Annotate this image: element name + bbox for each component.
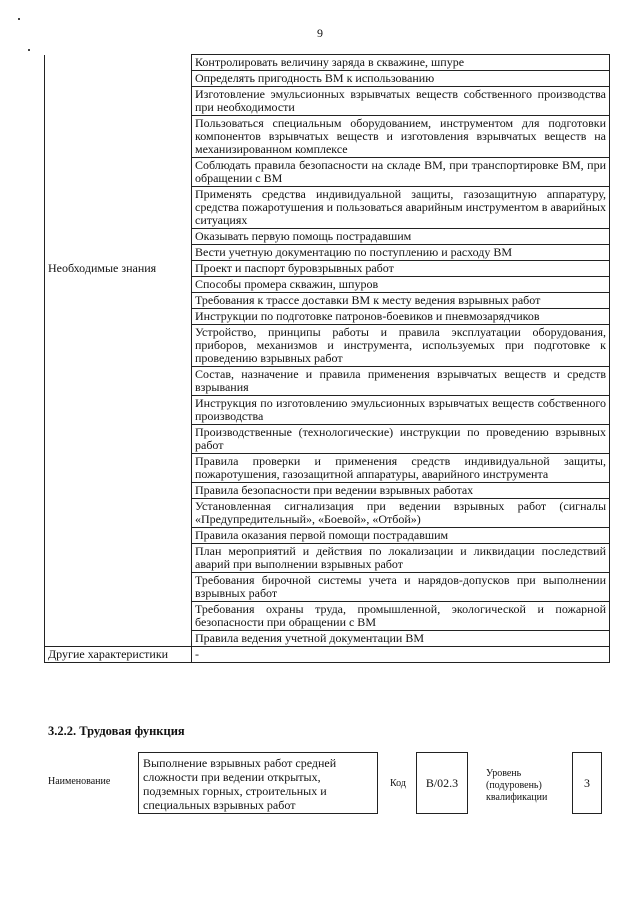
row-item: Способы промера скважин, шпуров xyxy=(192,277,610,293)
table-row xyxy=(45,573,610,602)
name-value: Выполнение взрывных работ средней сложности при ведении открытых, подземных горных, строительных и специальных взрывных работ xyxy=(138,752,378,814)
row-category xyxy=(45,277,192,293)
table-row xyxy=(45,325,610,367)
scan-speck xyxy=(18,18,20,20)
row-category xyxy=(45,631,192,647)
row-category xyxy=(45,55,192,71)
name-label: Наименование xyxy=(48,776,111,787)
table-row xyxy=(45,367,610,396)
row-category xyxy=(45,309,192,325)
row-item: Устройство, принципы работы и правила эксплуатации оборудования, приборов, механизмов и инструмента, используемых при подготовке к проведению взрывных работ xyxy=(192,325,610,367)
table-row xyxy=(45,116,610,158)
row-item: Требования к трассе доставки ВМ к месту ведения взрывных работ xyxy=(192,293,610,309)
table-row xyxy=(45,647,610,663)
page-number: 9 xyxy=(317,26,323,40)
row-category xyxy=(45,158,192,187)
table-row xyxy=(45,483,610,499)
row-category: Другие характеристики xyxy=(45,647,192,663)
table-row xyxy=(45,631,610,647)
row-item: Инструкция по изготовлению эмульсионных взрывчатых веществ собственного производства xyxy=(192,396,610,425)
table-row xyxy=(45,87,610,116)
table-row xyxy=(45,528,610,544)
row-category xyxy=(45,325,192,367)
row-item: Установленная сигнализация при ведении взрывных работ (сигналы «Предупредительный», «Боевой», «Отбой») xyxy=(192,499,610,528)
table-row xyxy=(45,602,610,631)
row-category xyxy=(45,483,192,499)
table-row xyxy=(45,499,610,528)
row-item: Оказывать первую помощь пострадавшим xyxy=(192,229,610,245)
code-label: Код xyxy=(390,778,406,789)
row-item: Определять пригодность ВМ к использованию xyxy=(192,71,610,87)
row-item: Требования охраны труда, промышленной, экологической и пожарной безопасности при обращении с ВМ xyxy=(192,602,610,631)
row-item: Требования бирочной системы учета и нарядов-допусков при выполнении взрывных работ xyxy=(192,573,610,602)
table-row xyxy=(45,245,610,261)
row-category xyxy=(45,499,192,528)
row-category xyxy=(45,187,192,229)
table-row xyxy=(45,261,610,277)
table-row xyxy=(45,293,610,309)
row-item: Состав, назначение и правила применения взрывчатых веществ и средств взрывания xyxy=(192,367,610,396)
scan-speck xyxy=(28,49,30,51)
row-category xyxy=(45,454,192,483)
row-category xyxy=(45,116,192,158)
row-item: Правила оказания первой помощи пострадавшим xyxy=(192,528,610,544)
table-row xyxy=(45,309,610,325)
row-category xyxy=(45,367,192,396)
table-row xyxy=(45,229,610,245)
level-value: 3 xyxy=(572,752,602,814)
row-item: Правила проверки и применения средств индивидуальной защиты, пожаротушения, газозащитной аппаратуры, аварийного инструмента xyxy=(192,454,610,483)
level-label: Уровень (подуровень) квалификации xyxy=(486,768,548,803)
row-item: Инструкции по подготовке патронов-боевиков и пневмозарядчиков xyxy=(192,309,610,325)
row-item: План мероприятий и действия по локализации и ликвидации последствий аварий при выполнении взрывных работ xyxy=(192,544,610,573)
table-row xyxy=(45,158,610,187)
table-row xyxy=(45,71,610,87)
table-row xyxy=(45,425,610,454)
row-item: Правила ведения учетной документации ВМ xyxy=(192,631,610,647)
table-row xyxy=(45,454,610,483)
row-item: Пользоваться специальным оборудованием, инструментом для подготовки компонентов взрывчатых веществ и изготовления взрывчатых веществ на механизированном комплексе xyxy=(192,116,610,158)
row-item: Правила безопасности при ведении взрывных работах xyxy=(192,483,610,499)
row-category xyxy=(45,87,192,116)
row-item: - xyxy=(192,647,610,663)
row-category xyxy=(45,573,192,602)
row-item: Соблюдать правила безопасности на складе ВМ, при транспортировке ВМ, при обращении с ВМ xyxy=(192,158,610,187)
row-category xyxy=(45,528,192,544)
row-category xyxy=(45,293,192,309)
row-item: Проект и паспорт буровзрывных работ xyxy=(192,261,610,277)
row-category: Необходимые знания xyxy=(45,261,192,277)
row-item: Применять средства индивидуальной защиты, газозащитную аппаратуру, средства пожаротушения и пользоваться аварийным инструментом в аварийных ситуациях xyxy=(192,187,610,229)
table-row xyxy=(45,544,610,573)
row-item: Контролировать величину заряда в скважине, шпуре xyxy=(192,55,610,71)
section-title: 3.2.2. Трудовая функция xyxy=(48,724,185,738)
row-category xyxy=(45,229,192,245)
row-category xyxy=(45,425,192,454)
row-category xyxy=(45,71,192,87)
row-item: Изготовление эмульсионных взрывчатых веществ собственного производства при необходимости xyxy=(192,87,610,116)
row-item: Производственные (технологические) инструкции по проведению взрывных работ xyxy=(192,425,610,454)
row-category xyxy=(45,544,192,573)
table-row xyxy=(45,396,610,425)
competency-table xyxy=(44,54,610,663)
row-category xyxy=(45,396,192,425)
row-category xyxy=(45,245,192,261)
table-row xyxy=(45,55,610,71)
row-item: Вести учетную документацию по поступлению и расходу ВМ xyxy=(192,245,610,261)
code-value: В/02.3 xyxy=(416,752,468,814)
row-category xyxy=(45,602,192,631)
table-row xyxy=(45,277,610,293)
table-row xyxy=(45,187,610,229)
